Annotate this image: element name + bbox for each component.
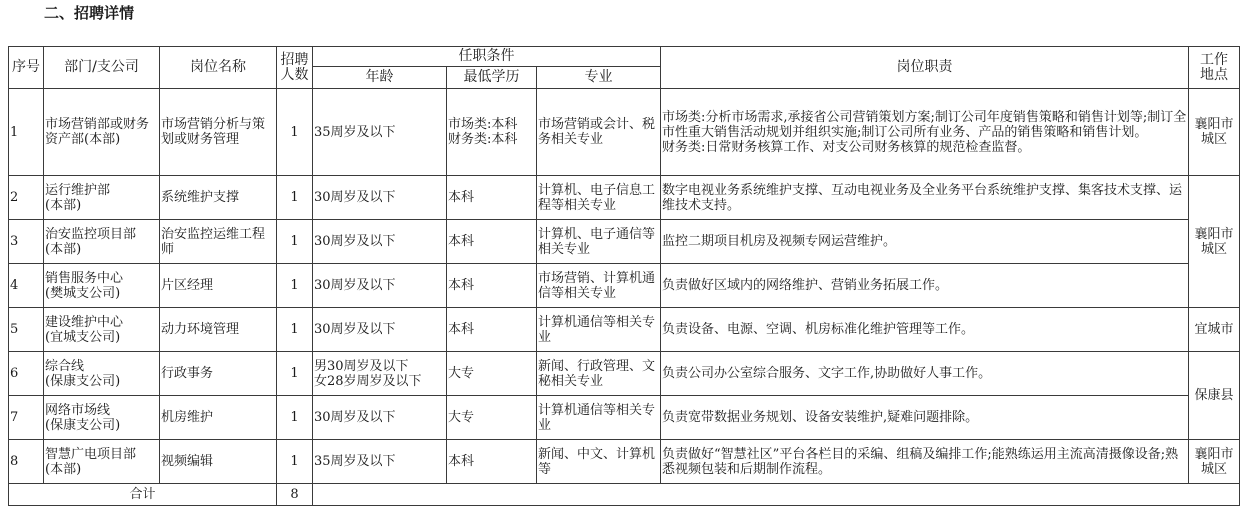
row-position: 行政事务 <box>160 352 277 396</box>
table-row <box>9 352 1240 396</box>
row-age: 30周岁及以下 <box>313 220 447 264</box>
row-major: 计算机通信等相关专业 <box>537 308 661 352</box>
row-location: 襄阳市城区 <box>1189 176 1240 308</box>
row-age: 30周岁及以下 <box>313 308 447 352</box>
row-age: 35周岁及以下 <box>313 89 447 176</box>
row-no: 6 <box>9 352 44 396</box>
header-no: 序号 <box>9 47 44 89</box>
row-position: 动力环境管理 <box>160 308 277 352</box>
row-location: 襄阳市城区 <box>1189 89 1240 176</box>
header-position: 岗位名称 <box>160 47 277 89</box>
row-age: 35周岁及以下 <box>313 440 447 484</box>
row-duty: 负责做好区域内的网络维护、营销业务拓展工作。 <box>661 264 1189 308</box>
row-location: 襄阳市城区 <box>1189 440 1240 484</box>
row-major: 新闻、中文、计算机等 <box>537 440 661 484</box>
row-duty: 数字电视业务系统维护支撑、互动电视业务及全业务平台系统维护支撑、集客技术支撑、运维技术支持。 <box>661 176 1189 220</box>
row-position: 治安监控运维工程师 <box>160 220 277 264</box>
row-major: 市场营销、计算机通信等相关专业 <box>537 264 661 308</box>
row-edu: 大专 <box>447 396 537 440</box>
header-duty: 岗位职责 <box>661 47 1189 89</box>
row-age: 男30周岁及以下 女28岁周岁及以下 <box>313 352 447 396</box>
table-row <box>9 220 1240 264</box>
row-major: 计算机通信等相关专业 <box>537 396 661 440</box>
row-major: 市场营销或会计、税务相关专业 <box>537 89 661 176</box>
row-no: 5 <box>9 308 44 352</box>
recruitment-table <box>8 46 1240 506</box>
row-major: 新闻、行政管理、文秘相关专业 <box>537 352 661 396</box>
header-count: 招聘 人数 <box>277 47 313 89</box>
row-no: 3 <box>9 220 44 264</box>
row-edu: 本科 <box>447 264 537 308</box>
row-duty: 市场类:分析市场需求,承接省公司营销策划方案;制订公司年度销售策略和销售计划等;制订全市性重大销售活动规划并组织实施;制订公司所有业务、产品的销售策略和销售计划。 财务类:日常财务核算工作、对支公司财务核算的规范检查监督。 <box>661 89 1189 176</box>
row-no: 4 <box>9 264 44 308</box>
total-row <box>9 484 1240 506</box>
row-edu: 本科 <box>447 220 537 264</box>
row-position: 系统维护支撑 <box>160 176 277 220</box>
row-dept: 综合线 (保康支公司) <box>44 352 160 396</box>
header-conditions: 任职条件 <box>313 47 661 67</box>
row-location: 宜城市 <box>1189 308 1240 352</box>
row-edu: 本科 <box>447 440 537 484</box>
row-dept: 运行维护部 (本部) <box>44 176 160 220</box>
row-dept: 建设维护中心 (宜城支公司) <box>44 308 160 352</box>
section-title: 二、招聘详情 <box>44 4 135 22</box>
table-row <box>9 264 1240 308</box>
table-row <box>9 176 1240 220</box>
row-duty: 负责做好“智慧社区”平台各栏目的采编、组稿及编排工作;能熟练运用主流高清摄像设备;熟悉视频包装和后期制作流程。 <box>661 440 1189 484</box>
table-row <box>9 89 1240 176</box>
row-no: 2 <box>9 176 44 220</box>
row-age: 30周岁及以下 <box>313 264 447 308</box>
row-duty: 负责设备、电源、空调、机房标准化维护管理等工作。 <box>661 308 1189 352</box>
row-dept: 智慧广电项目部 (本部) <box>44 440 160 484</box>
row-count: 1 <box>277 176 313 220</box>
row-count: 1 <box>277 352 313 396</box>
header-edu: 最低学历 <box>447 67 537 89</box>
row-count: 1 <box>277 440 313 484</box>
row-no: 1 <box>9 89 44 176</box>
row-count: 1 <box>277 308 313 352</box>
row-position: 片区经理 <box>160 264 277 308</box>
row-edu: 本科 <box>447 308 537 352</box>
table-row <box>9 396 1240 440</box>
total-empty <box>313 484 1240 506</box>
total-count: 8 <box>277 484 313 506</box>
row-position: 市场营销分析与策划或财务管理 <box>160 89 277 176</box>
row-location: 保康县 <box>1189 352 1240 440</box>
row-edu: 本科 <box>447 176 537 220</box>
row-dept: 网络市场线 (保康支公司) <box>44 396 160 440</box>
row-dept: 治安监控项目部 (本部) <box>44 220 160 264</box>
header-location: 工作 地点 <box>1189 47 1240 89</box>
row-edu: 市场类:本科 财务类:本科 <box>447 89 537 176</box>
row-count: 1 <box>277 396 313 440</box>
table-row <box>9 440 1240 484</box>
row-position: 视频编辑 <box>160 440 277 484</box>
row-no: 7 <box>9 396 44 440</box>
header-age: 年龄 <box>313 67 447 89</box>
header-row-1 <box>9 47 1240 67</box>
row-no: 8 <box>9 440 44 484</box>
row-duty: 负责宽带数据业务规划、设备安装维护,疑难问题排除。 <box>661 396 1189 440</box>
total-label: 合计 <box>9 484 277 506</box>
row-count: 1 <box>277 89 313 176</box>
row-age: 30周岁及以下 <box>313 396 447 440</box>
row-age: 30周岁及以下 <box>313 176 447 220</box>
row-major: 计算机、电子通信等相关专业 <box>537 220 661 264</box>
row-dept: 销售服务中心 (樊城支公司) <box>44 264 160 308</box>
header-dept: 部门/支公司 <box>44 47 160 89</box>
row-dept: 市场营销部或财务资产部(本部) <box>44 89 160 176</box>
row-duty: 监控二期项目机房及视频专网运营维护。 <box>661 220 1189 264</box>
row-duty: 负责公司办公室综合服务、文字工作,协助做好人事工作。 <box>661 352 1189 396</box>
row-major: 计算机、电子信息工程等相关专业 <box>537 176 661 220</box>
row-edu: 大专 <box>447 352 537 396</box>
header-major: 专业 <box>537 67 661 89</box>
row-count: 1 <box>277 220 313 264</box>
row-position: 机房维护 <box>160 396 277 440</box>
row-count: 1 <box>277 264 313 308</box>
table-row <box>9 308 1240 352</box>
